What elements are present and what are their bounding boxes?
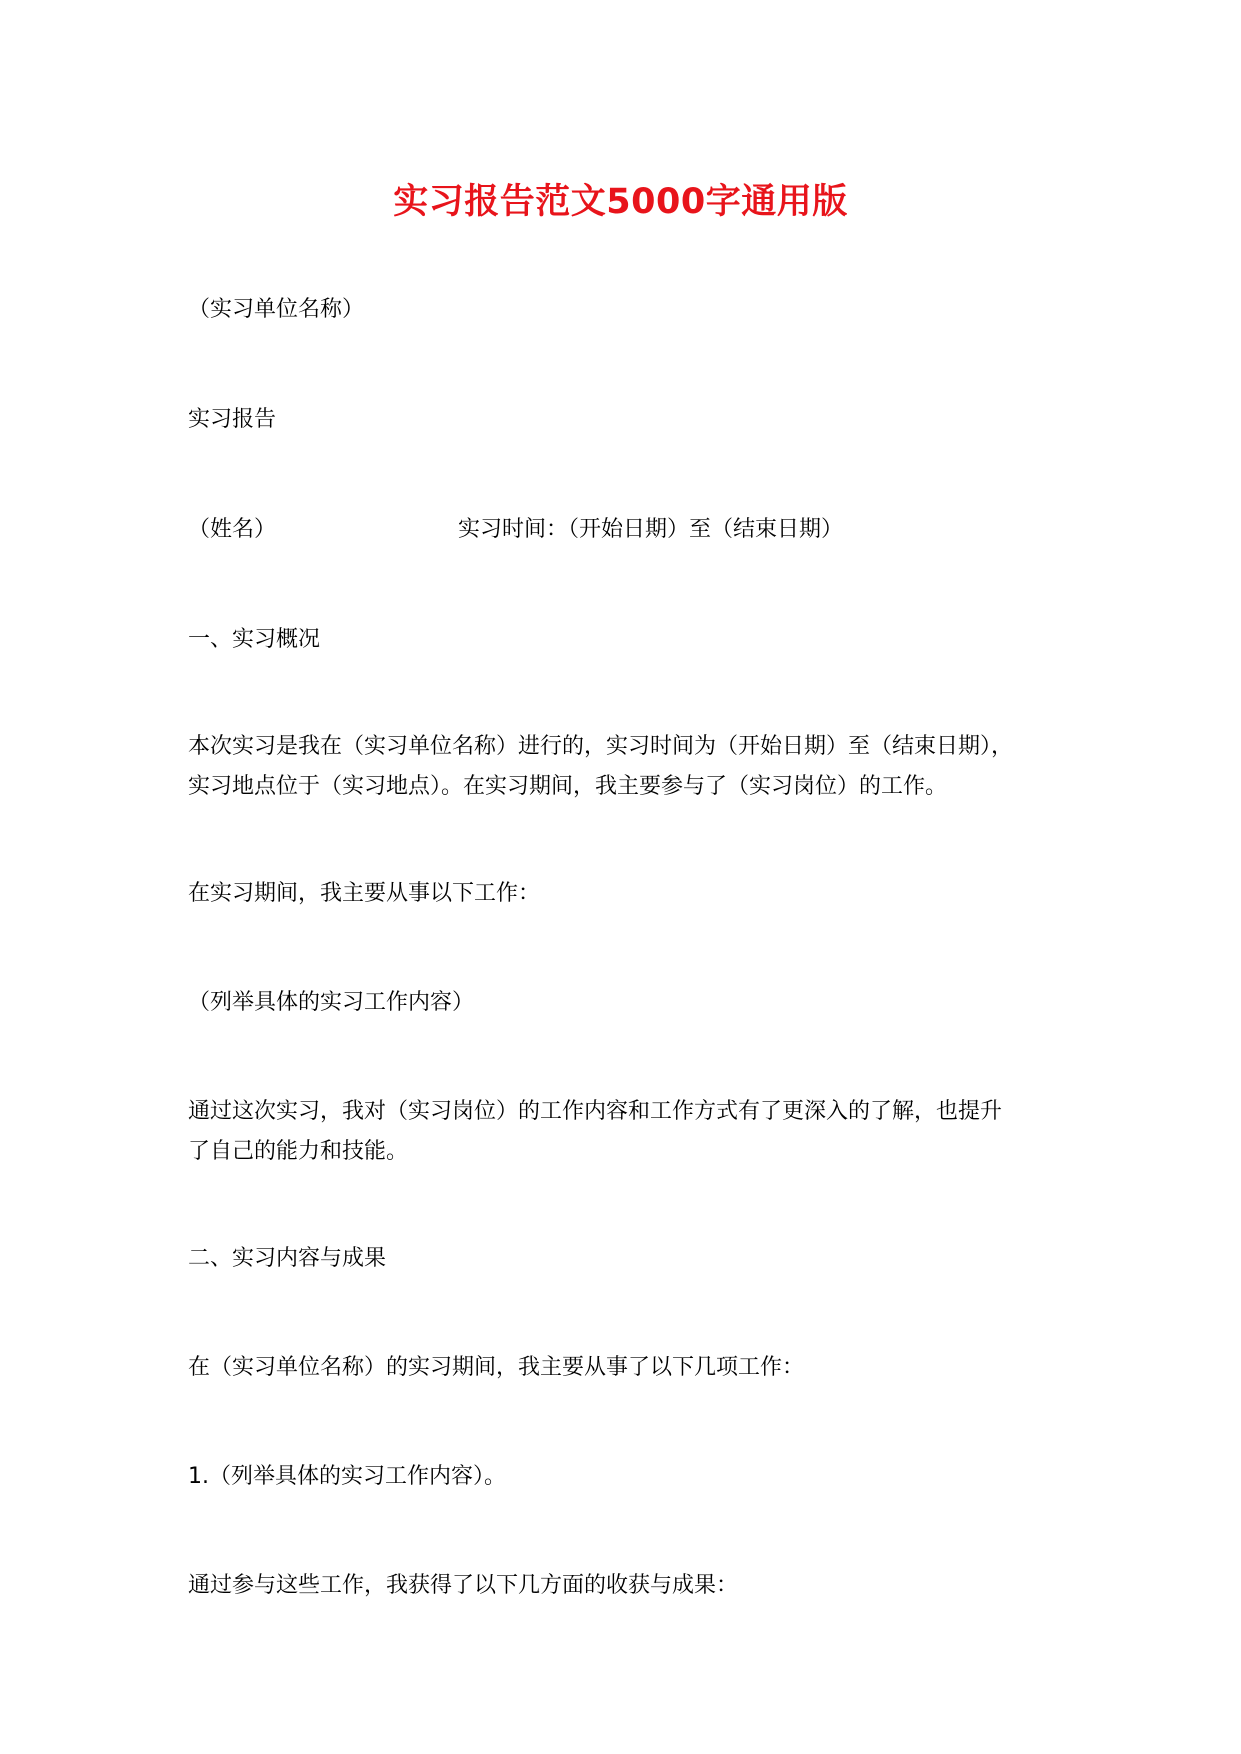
section1-paragraph-2: 在实习期间，我主要从事以下工作： — [188, 881, 541, 906]
section1-paragraph-4-line-2: 了自己的能力和技能。 — [188, 1139, 409, 1164]
section2-list-item-1: 1.（列举具体的实习工作内容）。 — [188, 1464, 506, 1489]
name-period-row — [188, 510, 1088, 550]
report-label: 实习报告 — [188, 407, 277, 432]
section1-paragraph-3: （列举具体的实习工作内容） — [188, 990, 475, 1015]
unit-name-placeholder: （实习单位名称） — [188, 297, 365, 322]
section2-heading: 二、实习内容与成果 — [188, 1246, 387, 1271]
period-field: 实习时间：（开始日期）至（结束日期） — [458, 517, 844, 542]
section1-paragraph-4-line-1: 通过这次实习，我对（实习岗位）的工作内容和工作方式有了更深入的了解，也提升 — [188, 1099, 1003, 1124]
section1-paragraph-1-line-2: 实习地点位于（实习地点）。在实习期间，我主要参与了（实习岗位）的工作。 — [188, 774, 948, 799]
name-field: （姓名） — [188, 517, 277, 542]
section2-paragraph-1: 在（实习单位名称）的实习期间，我主要从事了以下几项工作： — [188, 1355, 805, 1380]
document-title: 实习报告范文5000字通用版 — [393, 182, 848, 222]
section1-paragraph-1-line-1: 本次实习是我在（实习单位名称）进行的，实习时间为（开始日期）至（结束日期）， — [188, 734, 1014, 759]
section2-paragraph-2: 通过参与这些工作，我获得了以下几方面的收获与成果： — [188, 1573, 739, 1598]
section1-heading: 一、实习概况 — [188, 627, 321, 652]
